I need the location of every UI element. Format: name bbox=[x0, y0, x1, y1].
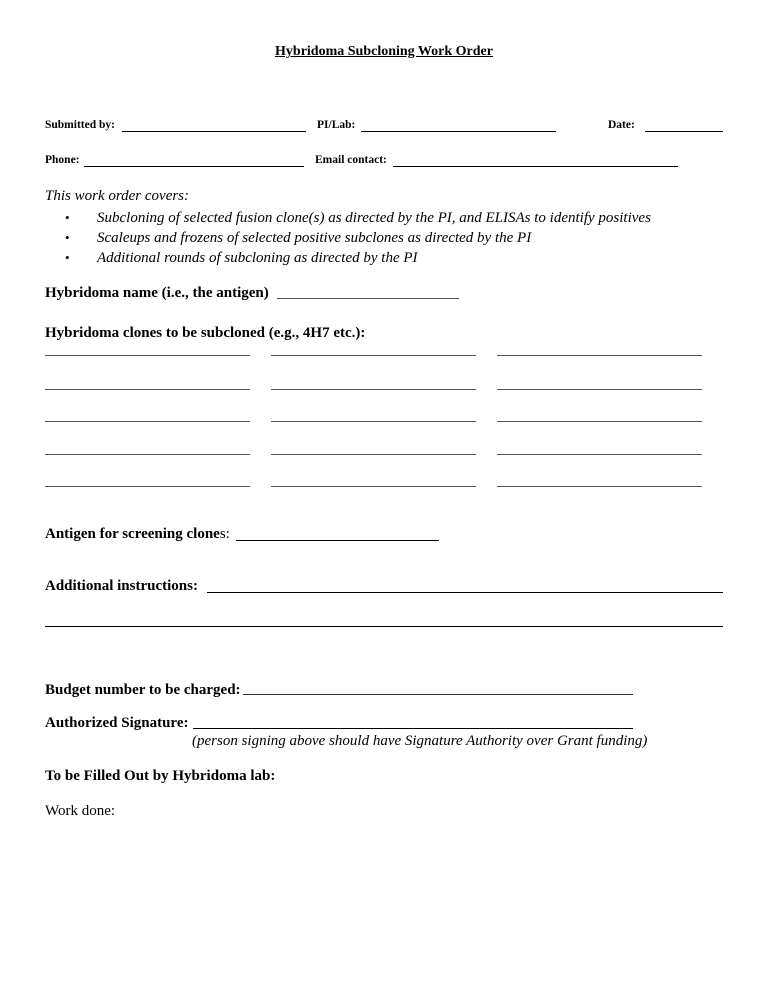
authorized-signature-label: Authorized Signature: bbox=[45, 715, 189, 731]
clone-field[interactable] bbox=[271, 421, 476, 422]
clone-field[interactable] bbox=[497, 421, 702, 422]
lab-section-heading: To be Filled Out by Hybridoma lab: bbox=[45, 768, 276, 784]
clone-field[interactable] bbox=[271, 389, 476, 390]
phone-label: Phone: bbox=[45, 154, 80, 166]
clone-field[interactable] bbox=[45, 454, 250, 455]
date-field[interactable] bbox=[645, 131, 723, 132]
additional-instructions-field-2[interactable] bbox=[45, 626, 723, 627]
pi-lab-field[interactable] bbox=[361, 131, 556, 132]
email-contact-field[interactable] bbox=[393, 166, 678, 167]
hybridoma-name-field[interactable] bbox=[277, 298, 459, 299]
work-done-label: Work done: bbox=[45, 803, 116, 819]
clone-field[interactable] bbox=[45, 421, 250, 422]
submitted-by-label: Submitted by: bbox=[45, 119, 115, 131]
covers-intro: This work order covers: bbox=[45, 188, 190, 204]
bullet-icon: • bbox=[65, 230, 70, 245]
clone-field[interactable] bbox=[497, 355, 702, 356]
antigen-screening-label: Antigen for screening clones: bbox=[45, 526, 230, 542]
clone-field[interactable] bbox=[45, 486, 250, 487]
clone-field[interactable] bbox=[497, 486, 702, 487]
covers-item: • Scaleups and frozens of selected positive subclones as directed by the PI bbox=[65, 230, 532, 246]
pi-lab-label: PI/Lab: bbox=[317, 119, 356, 131]
phone-field[interactable] bbox=[84, 166, 304, 167]
clone-field[interactable] bbox=[497, 389, 702, 390]
submitted-by-field[interactable] bbox=[122, 131, 306, 132]
budget-number-field[interactable] bbox=[243, 694, 633, 695]
antigen-screening-field[interactable] bbox=[236, 540, 439, 541]
budget-number-label: Budget number to be charged: bbox=[45, 682, 241, 698]
clone-field[interactable] bbox=[271, 355, 476, 356]
email-contact-label: Email contact: bbox=[315, 154, 387, 166]
clone-field[interactable] bbox=[45, 355, 250, 356]
clone-field[interactable] bbox=[271, 454, 476, 455]
date-label: Date: bbox=[608, 119, 635, 131]
clone-field[interactable] bbox=[271, 486, 476, 487]
clone-field[interactable] bbox=[497, 454, 702, 455]
additional-instructions-label: Additional instructions: bbox=[45, 578, 198, 594]
covers-list bbox=[45, 208, 745, 268]
additional-instructions-field[interactable] bbox=[207, 592, 723, 593]
page-title: Hybridoma Subcloning Work Order bbox=[275, 44, 493, 59]
authorized-signature-field[interactable] bbox=[193, 728, 633, 729]
bullet-icon: • bbox=[65, 250, 70, 265]
bullet-icon: • bbox=[65, 210, 70, 225]
hybridoma-name-label: Hybridoma name (i.e., the antigen) bbox=[45, 285, 269, 301]
signature-note: (person signing above should have Signature Authority over Grant funding) bbox=[192, 733, 648, 749]
clones-label: Hybridoma clones to be subcloned (e.g., 4H7 etc.): bbox=[45, 325, 366, 341]
covers-item: • Additional rounds of subcloning as directed by the PI bbox=[65, 250, 418, 266]
covers-item: • Subcloning of selected fusion clone(s) as directed by the PI, and ELISAs to identify positives bbox=[65, 210, 651, 226]
clone-field[interactable] bbox=[45, 389, 250, 390]
